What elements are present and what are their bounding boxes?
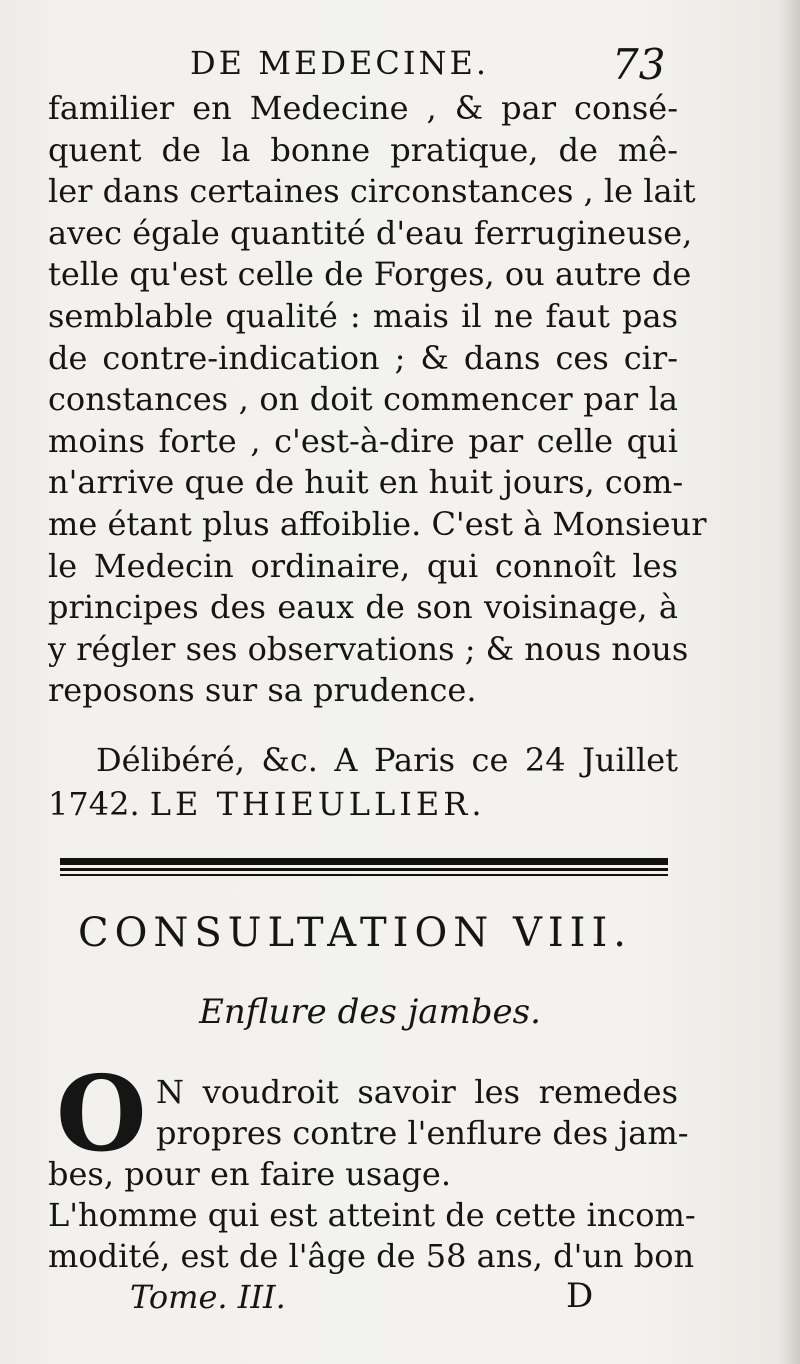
volume-label: Tome. III. [130,1278,286,1316]
text-line: ler dans certaines circonstances , le lait [48,172,696,211]
text-line: n'arrive que de huit en huit jours, com- [48,463,684,502]
text-line: quent de la bonne pratique, de mê- [48,130,678,169]
divider-rule-thick [60,858,668,865]
text-line: principes des eaux de son voisinage, à [48,588,678,627]
text-line: N voudroit savoir les remedes [156,1073,678,1111]
consultation-title: CONSULTATION VIII. [78,910,632,956]
date-signature-line [48,782,678,826]
page-edge-shadow [778,0,800,1364]
deliberation-line: Délibéré, &c. A Paris ce 24 Juillet [96,741,678,779]
drop-cap: O [56,1052,147,1175]
consultation-subtitle: Enflure des jambes. [199,992,541,1032]
text-line: moins forte , c'est-à-dire par celle qui [48,421,678,460]
text-line: avec égale quantité d'eau ferrugineuse, [48,213,693,252]
signature-mark: D [566,1276,594,1316]
divider-rule-thin [60,874,668,876]
text-line: reposons sur sa prudence. [48,671,477,710]
divider-rule [60,868,668,871]
page-number: 73 [612,40,666,89]
text-line: y régler ses observations ; & nous nous [48,629,689,668]
consultation-paragraph [48,1072,696,1277]
running-title: DE MEDECINE. [190,44,489,82]
text-line: L'homme qui est atteint de cette incom- [48,1196,696,1234]
text-line: constances , on doit commencer par la [48,380,678,419]
text-line: familier en Medecine , & par consé- [48,89,678,127]
text-line: de contre-indication ; & dans ces cir- [48,338,678,377]
year: 1742. [48,785,140,823]
text-line: modité, est de l'âge de 58 ans, d'un bon [48,1237,695,1275]
text-line: me étant plus affoiblie. C'est à Monsieur [48,504,707,543]
signoff [48,738,678,826]
text-line: bes, pour en faire usage. [48,1155,451,1193]
text-line: propres contre l'enflure des jam- [156,1114,689,1152]
text-line: semblable qualité : mais il ne faut pas [48,296,678,335]
signature-name: LE THIEULLIER. [149,785,486,823]
body-paragraph [48,88,707,712]
text-line: le Medecin ordinaire, qui connoît les [48,546,678,585]
text-line: telle qu'est celle de Forges, ou autre de [48,255,692,294]
